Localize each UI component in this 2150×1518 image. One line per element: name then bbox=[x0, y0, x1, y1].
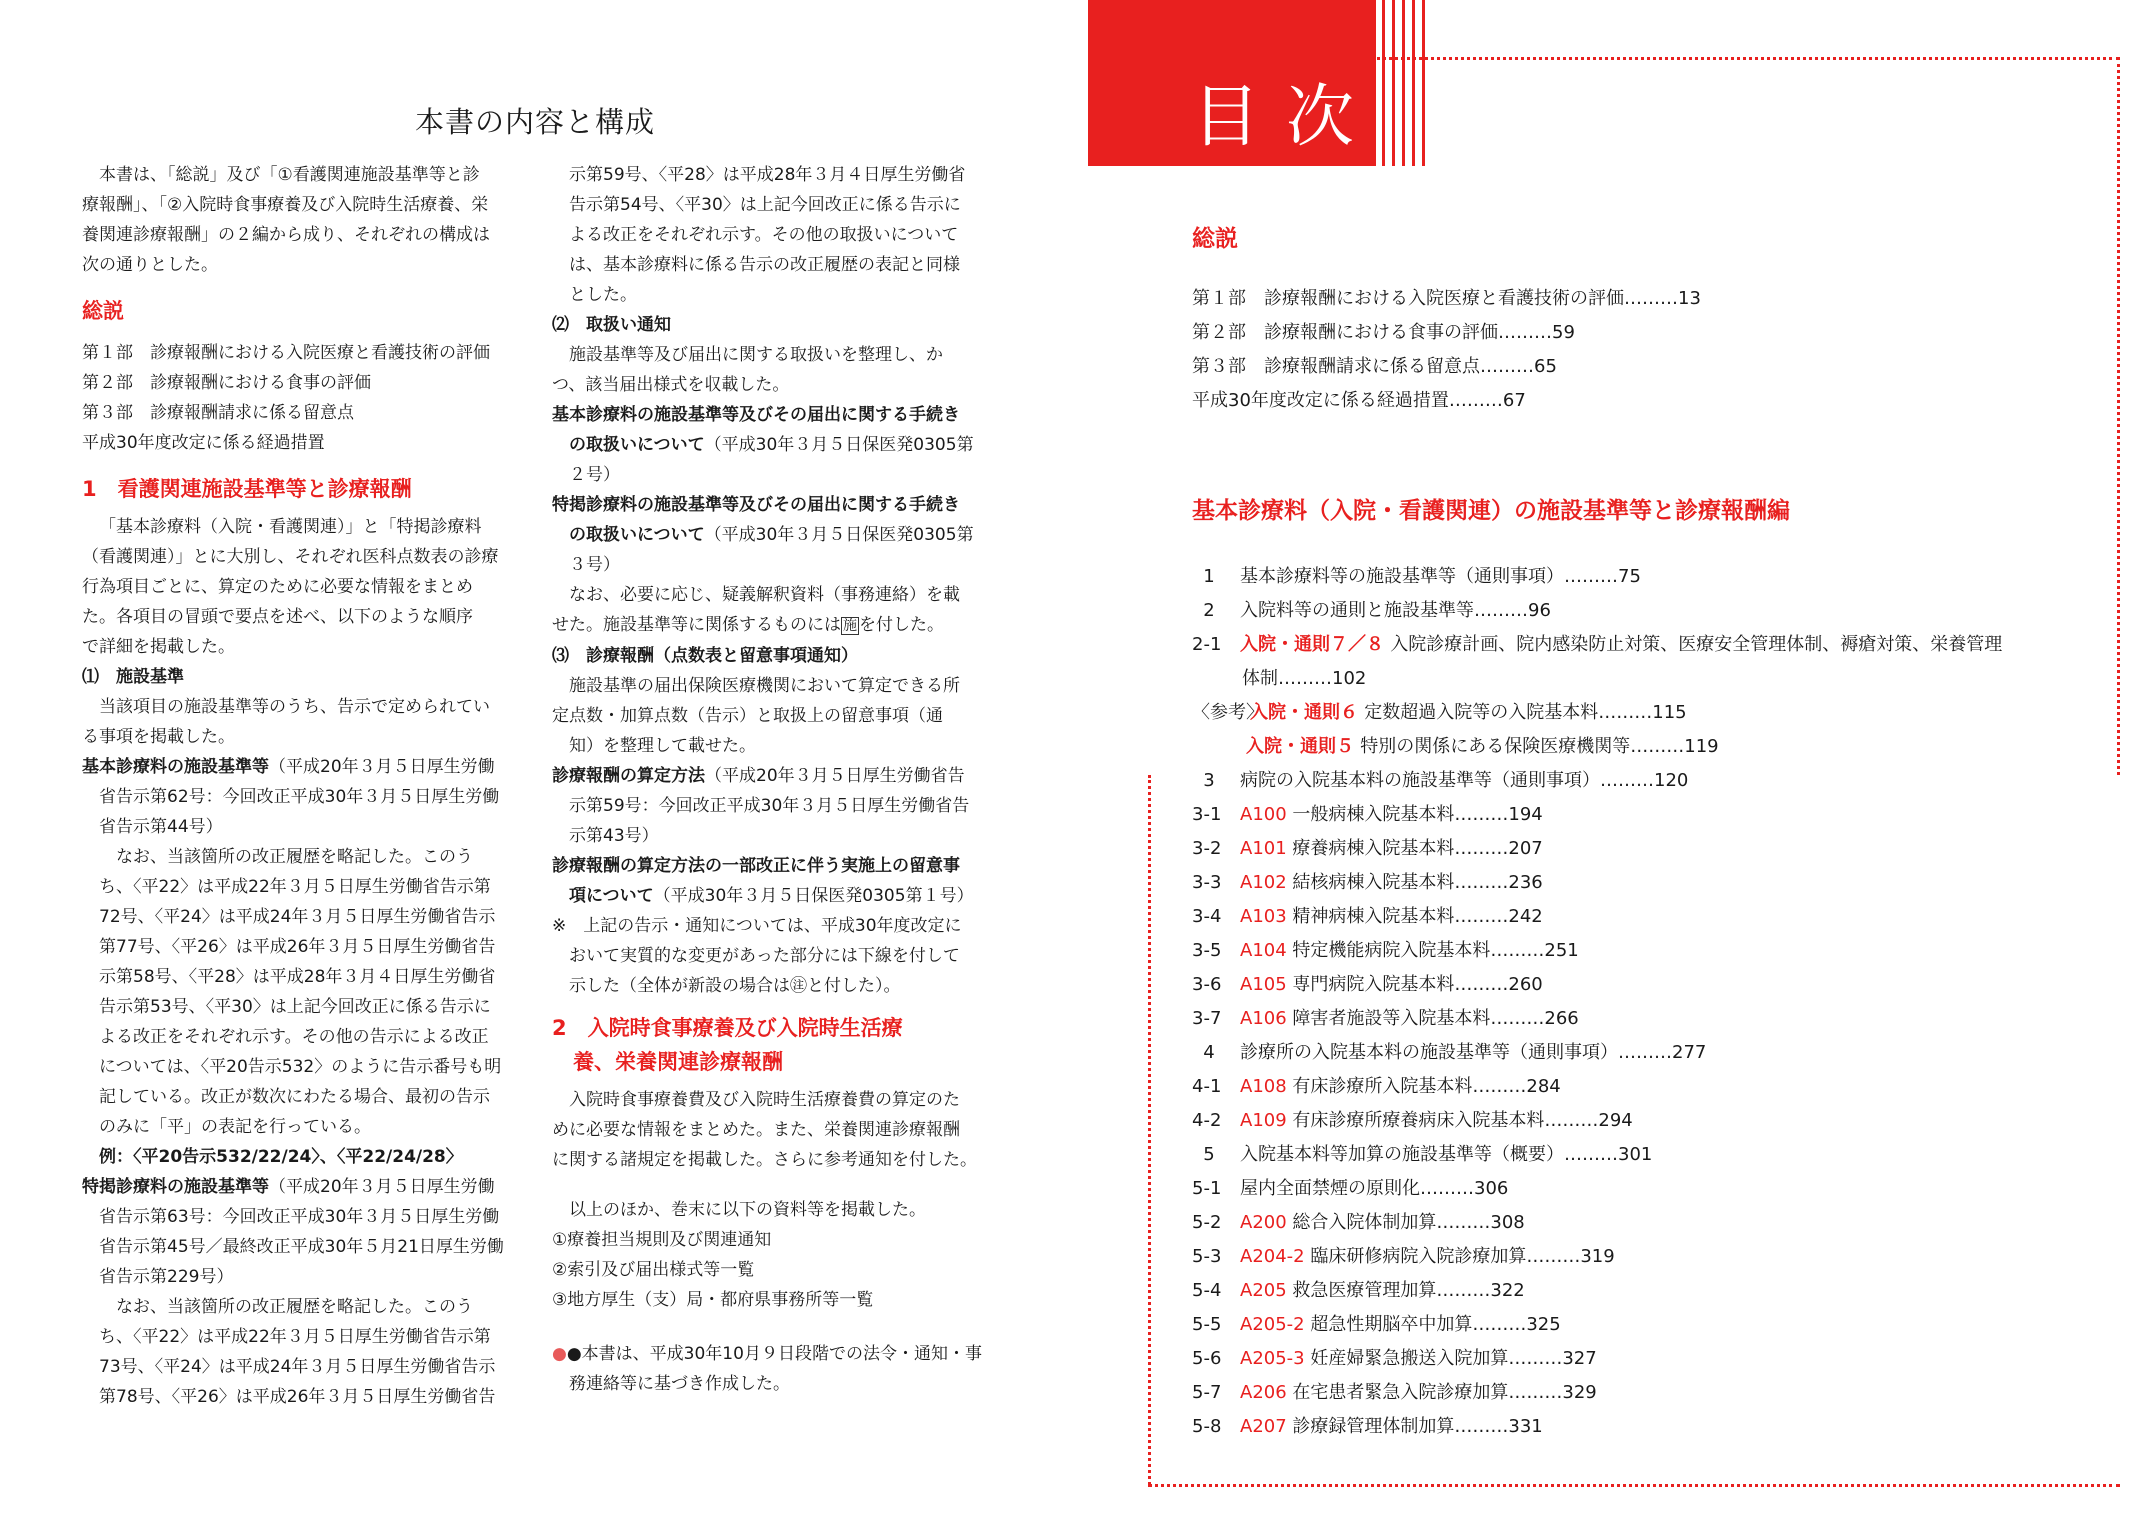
toc-entry-text: 基本診療料等の施設基準等（通則事項）………75 bbox=[1240, 566, 1641, 587]
toc-entry-text: 入院料等の通則と施設基準等………96 bbox=[1240, 600, 1551, 621]
toc-entry-text: 一般病棟入院基本料………194 bbox=[1292, 804, 1543, 825]
toc-entry-number: 4-2 bbox=[1192, 1110, 1222, 1131]
sec1-line: で詳細を掲載した。 bbox=[82, 637, 235, 657]
sec2-line: めに必要な情報をまとめた。また、栄養関連診療報酬 bbox=[552, 1120, 960, 1140]
note-line: おいて実質的な変更があった部分には下線を付して bbox=[569, 946, 960, 966]
section-2-heading: 養、栄養関連診療報酬 bbox=[573, 1050, 783, 1074]
toc-entry[interactable] bbox=[1192, 632, 2002, 658]
santei2-title: 項について bbox=[569, 886, 654, 906]
sosetsu-item: 第３部 診療報酬請求に係る留意点 bbox=[82, 403, 354, 423]
frame-left-line bbox=[1148, 775, 1151, 1485]
toc-entry-number: 5-7 bbox=[1192, 1382, 1222, 1403]
sub2-line: つ、該当届出様式を収載した。 bbox=[552, 375, 790, 395]
nao1-line: ち、〈平22〉は平成22年３月５日厚生労働省告示第 bbox=[99, 877, 491, 897]
notice1-line: ２号） bbox=[569, 465, 620, 485]
toc-entry[interactable] bbox=[1192, 1244, 1615, 1270]
sub2-heading: ⑵ 取扱い通知 bbox=[552, 315, 671, 335]
intro-line: 本書は、「総説」及び「①看護関連施設基準等と診 bbox=[99, 165, 480, 185]
toc-entry-number: 3-5 bbox=[1192, 940, 1222, 961]
kihon-line: 基本診療料の施設基準等（平成20年３月５日厚生労働 bbox=[82, 757, 495, 777]
toc-entry-number: 5-1 bbox=[1192, 1178, 1222, 1199]
notice2-line: ３号） bbox=[569, 555, 620, 575]
nao1-line: 告示第53号、〈平30〉は上記今回改正に係る告示に bbox=[99, 997, 491, 1017]
facility-mark-icon: 施 bbox=[843, 618, 857, 634]
kihon-line: 省告示第44号） bbox=[99, 817, 223, 837]
toc-entry-text: 超急性期脳卒中加算………325 bbox=[1310, 1314, 1561, 1335]
nao2-line: 第78号、〈平26〉は平成26年３月５日厚生労働省告 bbox=[99, 1387, 496, 1407]
toc-entry[interactable] bbox=[1192, 1210, 1525, 1236]
col2-line: 示第59号、〈平28〉は平成28年３月４日厚生労働省 bbox=[569, 165, 966, 185]
toc-entry-number: 3-6 bbox=[1192, 974, 1222, 995]
sub1-line: る事項を掲載した。 bbox=[82, 727, 235, 747]
page-title: 本書の内容と構成 bbox=[414, 105, 655, 139]
nao2-line: ち、〈平22〉は平成22年３月５日厚生労働省告示第 bbox=[99, 1327, 491, 1347]
sec1-line: 行為項目ごとに、算定のために必要な情報をまとめ bbox=[82, 577, 473, 597]
nao1-line: については、〈平20告示532〉のように告示番号も明 bbox=[99, 1057, 502, 1077]
toc-entry[interactable] bbox=[1192, 1278, 1525, 1304]
santei-line: 診療報酬の算定方法（平成20年３月５日厚生労働省告 bbox=[552, 766, 965, 786]
kihon-label: 基本診療料の施設基準等 bbox=[82, 757, 269, 777]
toc-entry[interactable] bbox=[1192, 598, 1551, 624]
toc-entry[interactable] bbox=[1246, 734, 1719, 760]
tokkei-line: 省告示第229号） bbox=[99, 1267, 234, 1287]
toc-entry-number: 1 bbox=[1203, 566, 1215, 587]
sec1-line: （看護関連）」とに大別し、それぞれ医科点数表の診療 bbox=[82, 547, 499, 567]
toc-entry-number: 〈参考〉 bbox=[1192, 702, 1264, 723]
sub1-heading: ⑴ 施設基準 bbox=[82, 667, 184, 687]
toc-entry-number: 4-1 bbox=[1192, 1076, 1222, 1097]
toc-entry-number: 3 bbox=[1203, 770, 1215, 791]
nao2-line: なお、当該箇所の改正履歴を略記した。このう bbox=[116, 1297, 473, 1317]
toc-entry[interactable] bbox=[1192, 700, 1687, 726]
sub3-line: 定点数・加算点数（告示）と取扱上の留意事項（通 bbox=[552, 706, 943, 726]
toc-entry[interactable] bbox=[1192, 938, 1579, 964]
toc-entry-text: 体制………102 bbox=[1242, 668, 1367, 689]
sec1-line: た。各項目の冒頭で要点を述べ、以下のような順序 bbox=[82, 607, 473, 627]
sec1-line: 「基本診療料（入院・看護関連）」と「特掲診療料 bbox=[99, 517, 482, 537]
frame-right-line bbox=[2117, 57, 2120, 775]
toc-entry-text: 有床診療所療養病床入院基本料………294 bbox=[1292, 1110, 1633, 1131]
footnote-bullet-icon: ● bbox=[552, 1344, 567, 1364]
col2-line: よる改正をそれぞれ示す。その他の取扱いについて bbox=[569, 225, 959, 245]
sub1-line: 当該項目の施設基準等のうち、告示で定められてい bbox=[99, 697, 490, 717]
toc-entry[interactable] bbox=[1192, 972, 1543, 998]
others-item: ①療養担当規則及び関連通知 bbox=[552, 1230, 772, 1250]
toc-entry-number: 4 bbox=[1203, 1042, 1215, 1063]
toc-entry-number: 3-4 bbox=[1192, 906, 1222, 927]
sub3-line: 知）を整理して載せた。 bbox=[569, 736, 756, 756]
col2-line: は、基本診療料に係る告示の改正履歴の表記と同様 bbox=[569, 255, 960, 275]
toc-title: 目次 bbox=[1192, 78, 1381, 157]
toc-entry-number: 3-2 bbox=[1192, 838, 1222, 859]
toc-entry[interactable] bbox=[1192, 1414, 1543, 1440]
kihon-line: 省告示第62号：今回改正平成30年３月５日厚生労働 bbox=[99, 787, 500, 807]
col2-line: 告示第54号、〈平30〉は上記今回改正に係る告示に bbox=[569, 195, 961, 215]
toc-entry-text: 特別の関係にある保険医療機関等………119 bbox=[1360, 736, 1719, 757]
toc-kihon-heading: 基本診療料（入院・看護関連）の施設基準等と診療報酬編 bbox=[1192, 498, 1790, 524]
nao1-line: のみに「平」の表記を行っている。 bbox=[99, 1117, 371, 1137]
toc-entry[interactable] bbox=[1192, 1346, 1597, 1372]
left-column-1 bbox=[82, 160, 514, 1412]
tokkei-line: 特掲診療料の施設基準等（平成20年３月５日厚生労働 bbox=[82, 1177, 495, 1197]
sosetsu-heading: 総説 bbox=[82, 299, 124, 323]
col2-line: とした。 bbox=[569, 285, 637, 305]
toc-sosetsu-item: 第３部 診療報酬請求に係る留意点………65 bbox=[1192, 356, 1557, 377]
toc-entry[interactable] bbox=[1192, 870, 1543, 896]
toc-entry-number: 2 bbox=[1203, 600, 1215, 621]
toc-entry-code: A109 bbox=[1240, 1110, 1293, 1131]
toc-entry-code: A100 bbox=[1240, 804, 1293, 825]
toc-entry-number: 5 bbox=[1203, 1144, 1215, 1165]
santei-label: 診療報酬の算定方法 bbox=[552, 766, 705, 786]
sub2-line: 施設基準等及び届出に関する取扱いを整理し、か bbox=[569, 345, 943, 365]
note-line: ※ 上記の告示・通知については、平成30年度改定に bbox=[552, 916, 962, 936]
toc-entry-text: 定数超過入院等の入院基本料………115 bbox=[1364, 702, 1687, 723]
toc-sosetsu-item: 第２部 診療報酬における食事の評価………59 bbox=[1192, 322, 1575, 343]
sub3-heading: ⑶ 診療報酬（点数表と留意事項通知） bbox=[552, 646, 858, 666]
note-line: 示した（全体が新設の場合は㊟と付した）。 bbox=[569, 976, 901, 996]
toc-entry-code: A206 bbox=[1240, 1382, 1293, 1403]
toc-entry-code: A205-3 bbox=[1240, 1348, 1311, 1369]
intro-line: 次の通りとした。 bbox=[82, 255, 218, 275]
toc-entry-text: 有床診療所入院基本料………284 bbox=[1292, 1076, 1561, 1097]
section-1-heading: 1 看護関連施設基準等と診療報酬 bbox=[82, 477, 412, 501]
toc-entry[interactable] bbox=[1192, 802, 1543, 828]
toc-entry-code: A106 bbox=[1240, 1008, 1293, 1029]
toc-entry[interactable] bbox=[1192, 904, 1543, 930]
toc-entry-text: 療養病棟入院基本料………207 bbox=[1292, 838, 1543, 859]
toc-entry-text: 精神病棟入院基本料………242 bbox=[1292, 906, 1543, 927]
toc-entry-number: 5-6 bbox=[1192, 1348, 1222, 1369]
sosetsu-item: 平成30年度改定に係る経過措置 bbox=[82, 433, 325, 453]
toc-sosetsu-item: 第１部 診療報酬における入院医療と看護技術の評価………13 bbox=[1192, 288, 1701, 309]
toc-entry-code: 入院・通則７／８ bbox=[1240, 634, 1391, 655]
toc-entry-text: 屋内全面禁煙の原則化………306 bbox=[1240, 1178, 1509, 1199]
toc-entry-text: 特定機能病院入院基本料………251 bbox=[1292, 940, 1579, 961]
toc-entry[interactable] bbox=[1192, 1074, 1561, 1100]
sec2-line: 入院時食事療養費及び入院時生活療養費の算定のた bbox=[569, 1090, 960, 1110]
gimon-line: せた。施設基準等に関係するものには 施 を付した。 bbox=[552, 615, 944, 635]
toc-entry-text: 専門病院入院基本料………260 bbox=[1292, 974, 1543, 995]
sub3-line: 施設基準の届出保険医療機関において算定できる所 bbox=[569, 676, 960, 696]
toc-entry[interactable] bbox=[1242, 666, 1366, 692]
santei-line: 示第59号：今回改正平成30年３月５日厚生労働省告 bbox=[569, 796, 970, 816]
toc-entry[interactable] bbox=[1192, 1380, 1597, 1406]
others-intro: 以上のほか、巻末に以下の資料等を掲載した。 bbox=[569, 1200, 926, 1220]
section-2-heading: 2 入院時食事療養及び入院時生活療 bbox=[552, 1016, 903, 1040]
notice2-line: 特掲診療料の施設基準等及びその届出に関する手続き bbox=[552, 495, 960, 515]
nao1-line: 72号、〈平24〉は平成24年３月５日厚生労働省告示 bbox=[99, 907, 496, 927]
toc-entry-code: A205 bbox=[1240, 1280, 1293, 1301]
toc-entry-code: A105 bbox=[1240, 974, 1293, 995]
toc-entry-text: 在宅患者緊急入院診療加算………329 bbox=[1292, 1382, 1597, 1403]
toc-entry-text: 入院基本料等加算の施設基準等（概要）………301 bbox=[1240, 1144, 1653, 1165]
toc-entry-text: 障害者施設等入院基本料………266 bbox=[1292, 1008, 1579, 1029]
notice1-title: の取扱いについて bbox=[569, 435, 705, 455]
toc-entry-number: 3-3 bbox=[1192, 872, 1222, 893]
toc-entry-code: A207 bbox=[1240, 1416, 1293, 1437]
toc-entry[interactable] bbox=[1192, 564, 1641, 590]
toc-entry-text: 診療所の入院基本料の施設基準等（通則事項）………277 bbox=[1240, 1042, 1707, 1063]
tokkei-line: 省告示第63号：今回改正平成30年３月５日厚生労働 bbox=[99, 1207, 500, 1227]
frame-top-line bbox=[1088, 57, 2120, 60]
toc-entry-code: A103 bbox=[1240, 906, 1293, 927]
toc-entry-code: A205-2 bbox=[1240, 1314, 1311, 1335]
toc-entry[interactable] bbox=[1192, 1006, 1579, 1032]
toc-entry-code: 入院・通則５ bbox=[1246, 736, 1361, 757]
toc-entry[interactable] bbox=[1192, 1142, 1652, 1168]
sosetsu-item: 第２部 診療報酬における食事の評価 bbox=[82, 373, 371, 393]
nao1-line: なお、当該箇所の改正履歴を略記した。このう bbox=[116, 847, 473, 867]
nao1-line: 示第58号、〈平28〉は平成28年３月４日厚生労働省 bbox=[99, 967, 496, 987]
toc-entry-code: A102 bbox=[1240, 872, 1293, 893]
santei2-line: 診療報酬の算定方法の一部改正に伴う実施上の留意事 bbox=[552, 856, 960, 876]
toc-entry-code: 入院・通則６ bbox=[1250, 702, 1365, 723]
toc-entry-number: 5-5 bbox=[1192, 1314, 1222, 1335]
intro-line: 養関連診療報酬」の２編から成り、それぞれの構成は bbox=[82, 225, 490, 245]
toc-entry-number: 3-7 bbox=[1192, 1008, 1222, 1029]
toc-entry-number: 5-3 bbox=[1192, 1246, 1222, 1267]
toc-sosetsu-item: 平成30年度改定に係る経過措置………67 bbox=[1192, 390, 1526, 411]
toc-entry[interactable] bbox=[1192, 836, 1543, 862]
toc-entry[interactable] bbox=[1192, 1312, 1561, 1338]
tokkei-label: 特掲診療料の施設基準等 bbox=[82, 1177, 269, 1197]
sec2-line: に関する諸規定を掲載した。さらに参考通知を付した。 bbox=[552, 1150, 977, 1170]
toc-entry-text: 診療録管理体制加算………331 bbox=[1292, 1416, 1543, 1437]
nao1-line: 記している。改正が数次にわたる場合、最初の告示 bbox=[99, 1087, 490, 1107]
toc-entry-code: A200 bbox=[1240, 1212, 1293, 1233]
toc-entry-number: 5-2 bbox=[1192, 1212, 1222, 1233]
gimon-line: なお、必要に応じ、疑義解釈資料（事務連絡）を載 bbox=[569, 585, 960, 605]
toc-sosetsu-heading: 総説 bbox=[1192, 226, 1238, 252]
left-column-2: 示第59号、〈平28〉は平成28年３月４日厚生労働省 告示第54号、〈平30〉は上記今回改正に係る告示に よる改正をそれぞれ示す。その他の取扱いについて は、基本診療料に係る告示の改正履歴の表記と同様 とした。 ⑵ 取扱い通知 施設基準等及び届出に関する取扱いを整理し、か つ、該当届出様式を収載した。 基本診療料の施設基準等及びその届出に関する手続き の取扱いについて（平成30年３月５日保医発0305第 ２号） 特掲診療料の施設基準等及びその届出に関する手続き の取扱いについて（平成30年３月５日保医発0305第 ３号） なお、必要に応じ、疑義解釈資料（事務連絡）を載 せた。施設基準等に関係するものには 施 を付した。 ⑶ 診療報酬（点数表と留意事項通知） 施設基準の届出保険医療機関において算定できる所 定点数・加算点数（告示）と取扱上の留意事項（通 知）を整理して載せた。 診療報酬の算定方法（平成20年３月５日厚生労働省告 示第59号：今回改正平成30年３月５日厚生労働省告 示第43号） 診療報酬の算定方法の一部改正に伴う実施上の留意事 項について（平成30年３月５日保医発0305第１号） ※ 上記の告示・通知については、平成30年度改定に おいて実質的な変更があった部分には下線を付して 示した（全体が新設の場合は㊟と付した）。 2 入院時食事療養及び入院時生活療 養、栄養関連診療報酬 入院時食事療養費及び入院時生活療養費の算定のた めに必要な情報をまとめた。また、栄養関連診療報酬 に関する諸規定を掲載した。さらに参考通知を付した。 以上のほか、巻末に以下の資料等を掲載した。 ①療養担当規則及び関連通知 ②索引及び届出様式等一覧 ③地方厚生（支）局・都府県事務所等一覧 ●●本書は、平成30年10月９日段階での法令・通知・事 務連絡等に基づき作成した。 bbox=[552, 160, 984, 1399]
toc-entry[interactable] bbox=[1192, 1040, 1706, 1066]
toc-entry-number: 5-4 bbox=[1192, 1280, 1222, 1301]
nao2-line: 73号、〈平24〉は平成24年３月５日厚生労働省告示 bbox=[99, 1357, 496, 1377]
toc-entry-code: A101 bbox=[1240, 838, 1293, 859]
toc-entry-text: 総合入院体制加算………308 bbox=[1292, 1212, 1525, 1233]
sosetsu-item: 第１部 診療報酬における入院医療と看護技術の評価 bbox=[82, 343, 490, 363]
toc-entry-text: 病院の入院基本料の施設基準等（通則事項）………120 bbox=[1240, 770, 1689, 791]
toc-entry-text: 妊産婦緊急搬送入院加算………327 bbox=[1310, 1348, 1597, 1369]
toc-entry-code: A108 bbox=[1240, 1076, 1293, 1097]
notice2-title: の取扱いについて bbox=[569, 525, 705, 545]
toc-entry-text: 入院診療計画、院内感染防止対策、医療安全管理体制、褥瘡対策、栄養管理 bbox=[1390, 634, 2003, 655]
footnote-line: 務連絡等に基づき作成した。 bbox=[569, 1374, 790, 1394]
example-line: 例：〈平20告示532/22/24〉、〈平22/24/28〉 bbox=[99, 1147, 463, 1167]
toc-entry-number: 3-1 bbox=[1192, 804, 1222, 825]
toc-entry-number: 5-8 bbox=[1192, 1416, 1222, 1437]
santei-line: 示第43号） bbox=[569, 826, 659, 846]
intro-line: 療報酬」、「②入院時食事療養及び入院時生活療養、栄 bbox=[82, 195, 489, 215]
toc-entry-code: A104 bbox=[1240, 940, 1293, 961]
toc-entry[interactable] bbox=[1192, 1108, 1633, 1134]
notice1-line: 基本診療料の施設基準等及びその届出に関する手続き bbox=[552, 405, 960, 425]
others-item: ②索引及び届出様式等一覧 bbox=[552, 1260, 755, 1280]
toc-entry-text: 結核病棟入院基本料………236 bbox=[1292, 872, 1543, 893]
frame-bottom-line bbox=[1148, 1484, 2120, 1487]
nao1-line: よる改正をそれぞれ示す。その他の告示による改正 bbox=[99, 1027, 489, 1047]
toc-entry-text: 臨床研修病院入院診療加算………319 bbox=[1310, 1246, 1615, 1267]
toc-entry[interactable] bbox=[1192, 768, 1688, 794]
others-item: ③地方厚生（支）局・都府県事務所等一覧 bbox=[552, 1290, 874, 1310]
toc-entry-text: 救急医療管理加算………322 bbox=[1292, 1280, 1525, 1301]
toc-entry-code: A204-2 bbox=[1240, 1246, 1311, 1267]
nao1-line: 第77号、〈平26〉は平成26年３月５日厚生労働省告 bbox=[99, 937, 496, 957]
toc-entry[interactable] bbox=[1192, 1176, 1508, 1202]
toc-entry-number: 2-1 bbox=[1192, 634, 1222, 655]
footnote-line: ●●本書は、平成30年10月９日段階での法令・通知・事 bbox=[552, 1344, 982, 1364]
tokkei-line: 省告示第45号／最終改正平成30年５月21日厚生労働 bbox=[99, 1237, 504, 1257]
